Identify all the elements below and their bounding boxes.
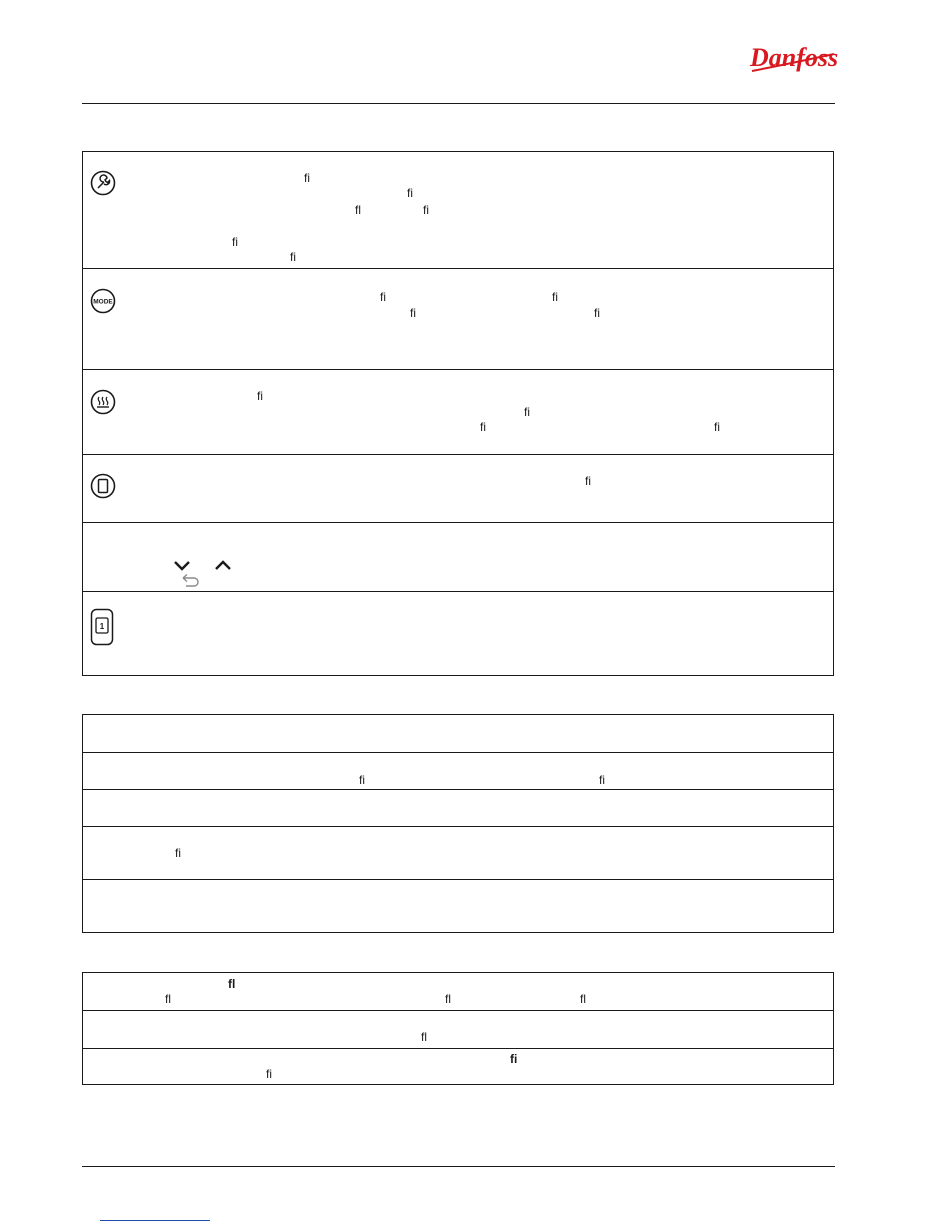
ligature-glyph: ﬁ	[359, 773, 365, 787]
header-rule	[82, 103, 835, 104]
note-table	[82, 972, 834, 1085]
table-row	[83, 715, 833, 752]
heat-icon	[90, 389, 116, 415]
table-row	[83, 973, 833, 1010]
ligature-glyph: ﬂ	[445, 992, 451, 1006]
table-row	[83, 789, 833, 827]
ligature-glyph: ﬁ	[585, 474, 591, 488]
footer-rule	[82, 1166, 835, 1167]
ligature-glyph: ﬁ	[232, 235, 238, 249]
ligature-glyph: ﬁ	[290, 250, 296, 264]
ligature-glyph: ﬂ	[228, 977, 236, 991]
ligature-glyph: ﬁ	[380, 290, 386, 304]
ligature-glyph: ﬁ	[480, 420, 486, 434]
table-row	[83, 1048, 833, 1086]
ligature-glyph: ﬁ	[410, 306, 416, 320]
back-arrow-icon	[180, 573, 202, 587]
ligature-glyph: ﬂ	[355, 203, 361, 217]
footer-link[interactable]	[100, 1220, 210, 1221]
wrench-icon	[90, 170, 116, 196]
ligature-glyph: ﬁ	[599, 773, 605, 787]
symbol-table	[82, 151, 834, 676]
table-row	[83, 879, 833, 934]
table-row	[83, 752, 833, 790]
table-row	[83, 591, 833, 677]
svg-text:Danfoss: Danfoss	[750, 43, 838, 72]
ligature-glyph: ﬁ	[407, 186, 413, 200]
ligature-glyph: ﬁ	[423, 203, 429, 217]
table-row	[83, 454, 833, 523]
svg-text:1: 1	[99, 622, 105, 631]
ligature-glyph: ﬁ	[510, 1052, 518, 1066]
ligature-glyph: ﬁ	[266, 1067, 272, 1081]
ligature-glyph: ﬁ	[257, 389, 263, 403]
ligature-glyph: ﬁ	[714, 420, 720, 434]
svg-text:MODE: MODE	[93, 298, 113, 306]
ligature-glyph: ﬂ	[580, 992, 586, 1006]
danfoss-logo	[748, 40, 838, 76]
ligature-glyph: ﬁ	[304, 171, 310, 185]
device-icon	[90, 473, 116, 499]
info-table	[82, 714, 834, 933]
table-row	[83, 369, 833, 455]
ligature-glyph: ﬂ	[165, 992, 171, 1006]
ligature-glyph: ﬁ	[524, 405, 530, 419]
table-row	[83, 152, 833, 268]
table-row	[83, 826, 833, 880]
table-row	[83, 268, 833, 370]
ligature-glyph: ﬁ	[594, 306, 600, 320]
chevron-up-icon	[214, 559, 232, 571]
chevron-down-icon	[173, 559, 191, 571]
ligature-glyph: ﬁ	[552, 290, 558, 304]
alert-device-icon	[90, 608, 114, 646]
table-row	[83, 522, 833, 592]
ligature-glyph: ﬁ	[175, 846, 181, 860]
table-row	[83, 1010, 833, 1049]
ligature-glyph: ﬂ	[421, 1030, 427, 1044]
mode-icon	[90, 288, 116, 314]
